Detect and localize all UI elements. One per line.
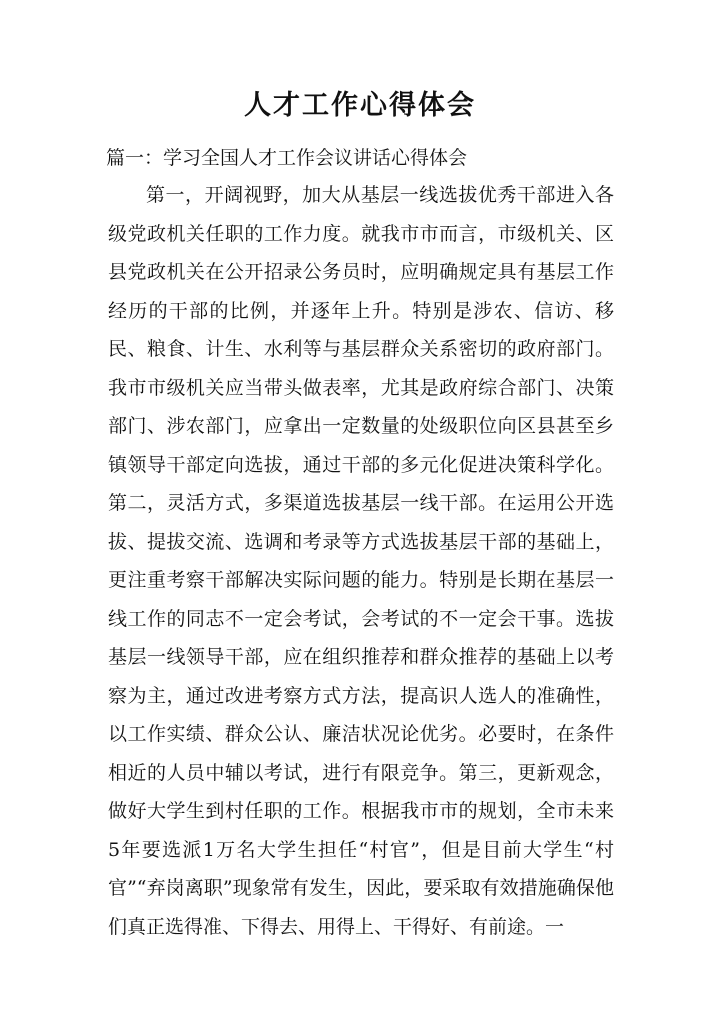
section-heading: 篇一：学习全国人才工作会议讲话心得体会 <box>106 147 468 169</box>
body-paragraph: 第一，开阔视野，加大从基层一线选拔优秀干部进入各级党政机关任职的工作力度。就我市市而言，市级机关、区县党政机关在公开招录公务员时，应明确规定具有基层工作经历的干部的比例，并逐年上升。特别是涉农、信访、移民、粮食、计生、水利等与基层群众关系密切的政府部门。我市市级机关应当带头做表率，尤其是政府综合部门、决策部门、涉农部门，应拿出一定数量的处级职位向区县甚至乡镇领导干部定向选拔，通过干部的多元化促进决策科学化。第二，灵活方式，多渠道选拔基层一线干部。在运用公开选拔、提拔交流、选调和考录等方式选拔基层干部的基础上，更注重考察干部解决实际问题的能力。特别是长期在基层一线工作的同志不一定会考试，会考试的不一定会干事。选拔基层一线领导干部，应在组织推荐和群众推荐的基础上以考察为主，通过改进考察方式方法，提高识人选人的准确性，以工作实绩、群众公认、廉洁状况论优劣。必要时，在条件相近的人员中辅以考试，进行有限竞争。第三，更新观念，做好大学生到村任职的工作。根据我市市的规划，全市未来5年要选派1万名大学生担任“村官”，但是目前大学生“村官”“弃岗离职”现象常有发生，因此，要采取有效措施确保他们真正选得准、下得去、用得上、干得好、有前途。一 <box>108 184 614 938</box>
document-title: 人才工作心得体会 <box>244 90 476 121</box>
